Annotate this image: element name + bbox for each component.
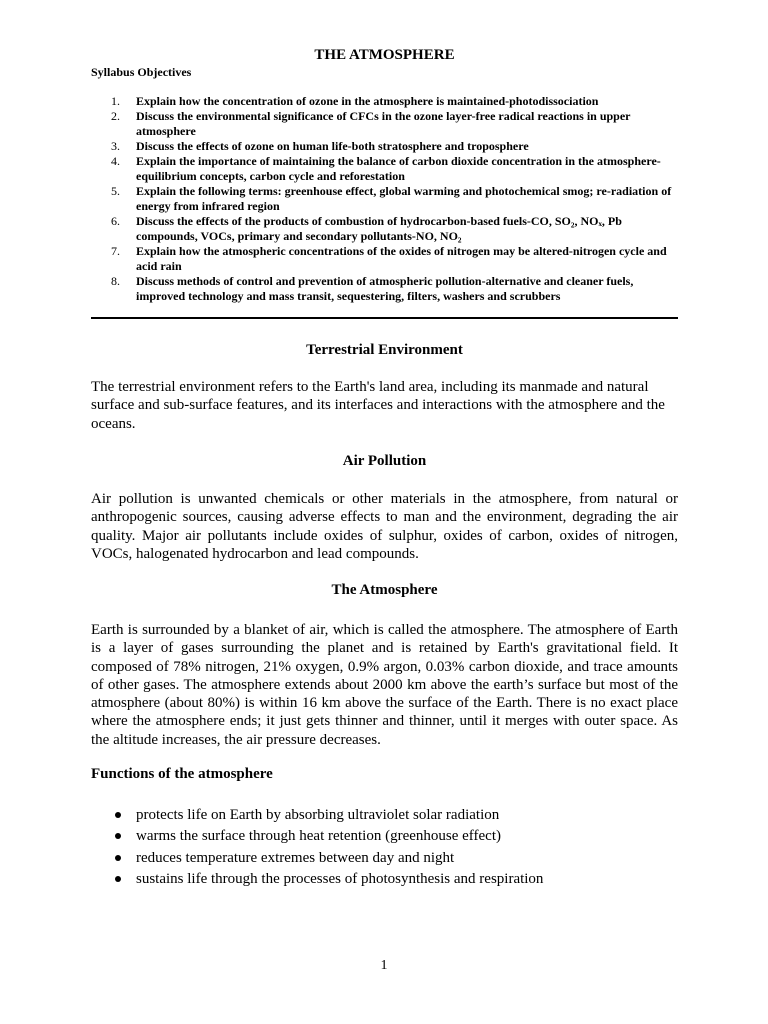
page-number: 1 [380,958,388,973]
objective-number: 1. [111,94,120,108]
objective-item [91,274,678,304]
list-item [91,870,678,891]
list-item-text: reduces temperature extremes between day and night [136,849,455,866]
objective-number: 8. [111,274,120,288]
list-item-text: warms the surface through heat retention (greenhouse effect) [136,828,501,845]
bullet-icon [115,833,121,839]
objective-text: Explain the following terms: greenhouse effect, global warming and photochemical smog; re-radiation of energy from infrared region [136,184,672,213]
list-item [91,806,678,827]
objective-number: 3. [111,139,120,153]
air-pollution-heading: Air Pollution [342,453,427,469]
air-pollution-body: Air pollution is unwanted chemicals or other materials in the atmosphere, from natural or anthropogenic sources, causing adverse effects to man and the environment, degrading the air quality. Major air pollutants include oxides of sulphur, oxides of carbon, oxides of nitrogen, VOCs, halogenated hydrocarbon and lead compounds. [91,491,678,562]
objective-text: Explain how the atmospheric concentrations of the oxides of nitrogen may be altered-nitrogen cycle and acid rain [136,244,667,273]
atmosphere-body: Earth is surrounded by a blanket of air, which is called the atmosphere. The atmosphere of Earth is a layer of gases surrounding the planet and is retained by Earth's gravitational field. It composed of 78% nitrogen, 21% oxygen, 0.9% argon, 0.03% carbon dioxide, and trace amounts of other gases. The atmosphere extends about 2000 km above the earth’s surface but most of the atmosphere (about 80%) is within 16 km above the surface of the Earth. There is no exact place where the atmosphere ends; it just gets thinner and thinner, until it merges with outer space. As the altitude increases, the air pressure decreases. [91,622,678,748]
terrestrial-body: The terrestrial environment refers to the Earth's land area, including its manmade and natural surface and sub-surface features, and its interfaces and interactions with the atmosphere and the oceans. [91,379,665,432]
bullet-icon [115,876,121,882]
objective-text: Discuss the effects of ozone on human life-both stratosphere and troposphere [136,139,529,153]
objective-number: 7. [111,244,120,258]
list-item [91,827,678,848]
list-item-text: sustains life through the processes of photosynthesis and respiration [136,870,544,887]
objective-item [91,109,678,139]
objective-item [91,184,678,214]
objective-text: Explain how the concentration of ozone in the atmosphere is maintained-photodissociation [136,94,599,108]
list-item-text: protects life on Earth by absorbing ultraviolet solar radiation [136,807,500,823]
syllabus-heading: Syllabus Objectives [91,65,192,79]
objective-item [91,94,678,109]
objective-number: 4. [111,154,120,168]
functions-list [91,806,678,891]
objective-text: Discuss methods of control and prevention of atmospheric pollution-alternative and cleaner fuels, improved technology and mass transit, sequestering, filters, washers and scrubbers [136,274,634,303]
objective-text: Explain the importance of maintaining the balance of carbon dioxide concentration in the atmosphere-equilibrium concepts, carbon cycle and reforestation [136,154,661,183]
list-item [91,849,678,870]
objective-text: Discuss the effects of the products of combustion of hydrocarbon-based fuels-CO, SO₂, NOₓ, Pb compounds, VOCs, primary and secondary pollutants-NO, NO₂ [136,214,622,243]
objective-number: 6. [111,214,120,228]
terrestrial-heading: Terrestrial Environment [306,342,463,358]
bullet-icon [115,812,121,818]
objective-item [91,244,678,274]
objective-item [91,154,678,184]
objective-item [91,139,678,154]
objective-number: 2. [111,109,120,123]
bullet-icon [115,855,121,861]
objective-text: Discuss the environmental significance of CFCs in the ozone layer-free radical reactions in upper atmosphere [136,109,631,138]
objective-item [91,214,678,244]
page-title: THE ATMOSPHERE [314,47,455,63]
section-divider [91,317,678,319]
functions-heading: Functions of the atmosphere [91,766,273,782]
objectives-list [91,94,678,304]
objective-number: 5. [111,184,120,198]
atmosphere-heading: The Atmosphere [331,582,438,598]
